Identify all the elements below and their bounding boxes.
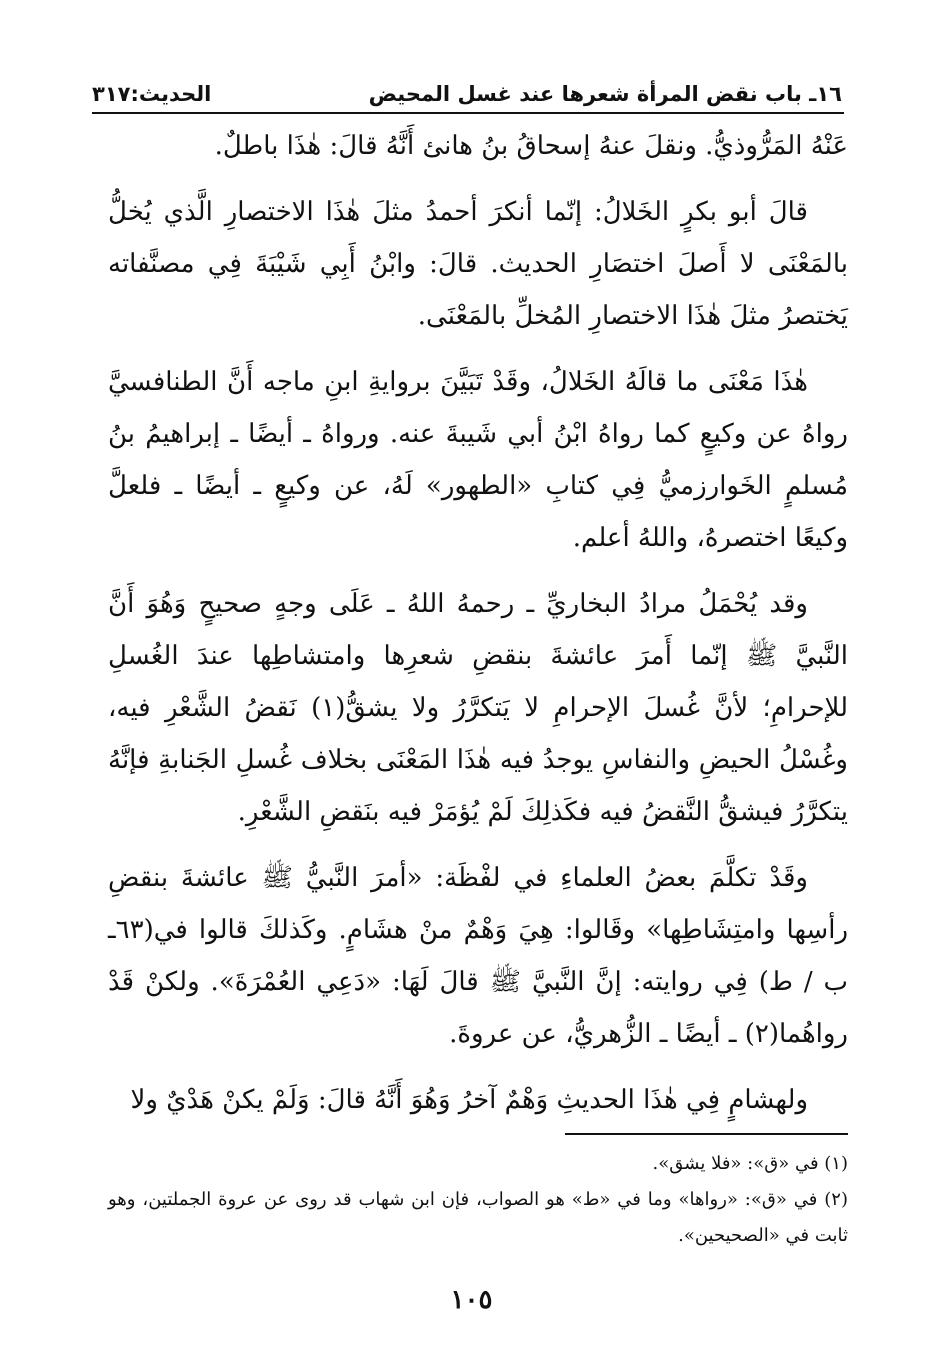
hadith-number: الحديث:٣١٧ — [92, 82, 212, 106]
page-number: ١٠٥ — [450, 1285, 493, 1315]
footnote: (٢) في «ق»: «رواها» وما في «ط» هو الصواب، فإن ابن شهاب قد روى عن عروة الجملتين، وهو ثابت في «الصحيحين». — [108, 1189, 848, 1246]
paragraph: هٰذَا مَعْنَى ما قالَهُ الخَلالُ، وقَدْ تَبَيَّنَ بروايةِ ابنِ ماجه أَنَّ الطنافسيَّ رواهُ عن وكيعٍ كما رواهُ ابْنُ أبي شَيبةَ عنه. ورواهُ ـ أيضًا ـ إبراهيمُ بنُ مُسلمٍ الخَوارزميُّ فِي كتابِ «الطهور» لَهُ، عن وكيعٍ ـ أيضًا ـ فلعلَّ وكيعًا اختصرهُ، واللهُ أعلم. — [108, 367, 848, 553]
paragraph: عَنْهُ المَرُّوذيُّ. ونقلَ عنهُ إسحاقُ بنُ هانئ أَنَّهُ قالَ: هٰذَا باطلٌ. — [214, 131, 848, 161]
main-text — [108, 120, 848, 1140]
chapter-title: ١٦ـ باب نقض المرأة شعرها عند غسل المحيض — [368, 82, 842, 106]
footnote-divider — [565, 1133, 848, 1135]
running-header — [92, 66, 842, 106]
paragraph: وقَدْ تكلَّمَ بعضُ العلماءِ في لفْظَة: «أمرَ النَّبيُّ ﷺ عائشةَ بنقضِ رأسِها وامتِشَاطِها» وقَالوا: هِيَ وَهْمٌ منْ هشَامٍ. وكَذلكَ قالوا في(٦٣ـ ب / ط) فِي روايته: إنَّ النَّبيَّ ﷺ قالَ لَهَا: «دَعِي العُمْرَةَ». ولكنْ قَدْ رواهُما(٢) ـ أيضًا ـ الزُّهريُّ، عن عروةَ. — [108, 863, 848, 1049]
paragraph: وقد يُحْمَلُ مرادُ البخاريِّ ـ رحمهُ اللهُ ـ عَلَى وجهٍ صحيحٍ وَهُوَ أَنَّ النَّبيَّ ﷺ إنّما أَمرَ عائشةَ بنقضِ شعرِها وامتشاطِها عندَ الغُسلِ للإحرامِ؛ لأنَّ غُسلَ الإحرامِ لا يَتكرَّرُ ولا يشقُّ(١) نَقضُ الشَّعْرِ فيه، وغُسْلُ الحيضِ والنفاسِ يوجدُ فيه هٰذَا المَعْنَى بخلاف غُسلِ الجَنابةِ فإنَّهُ يتكرَّرُ فيشقُّ النَّقضُ فيه فكَذلِكَ لَمْ يُؤمَرْ فيه بنَقضِ الشَّعْرِ. — [108, 589, 848, 827]
footnote: (١) في «ق»: «فلا يشق». — [652, 1153, 848, 1174]
footnotes — [108, 1146, 848, 1254]
paragraph: قالَ أبو بكرٍ الخَلالُ: إنّما أنكرَ أحمدُ مثلَ هٰذَا الاختصارِ الَّذي يُخلُّ بالمَعْنَى لا أَصلَ اختصَارِ الحديث. قالَ: وابْنُ أَبِي شَيْبَةَ فِي مصنَّفاته يَختصرُ مثلَ هٰذَا الاختصارِ المُخلِّ بالمَعْنَى. — [108, 197, 848, 331]
paragraph: ولهشامٍ فِي هٰذَا الحديثِ وَهْمٌ آخرُ وَهُوَ أَنَّهُ قالَ: وَلَمْ يكنْ هَدْيٌ ولا — [130, 1085, 808, 1115]
header-divider — [92, 112, 844, 114]
